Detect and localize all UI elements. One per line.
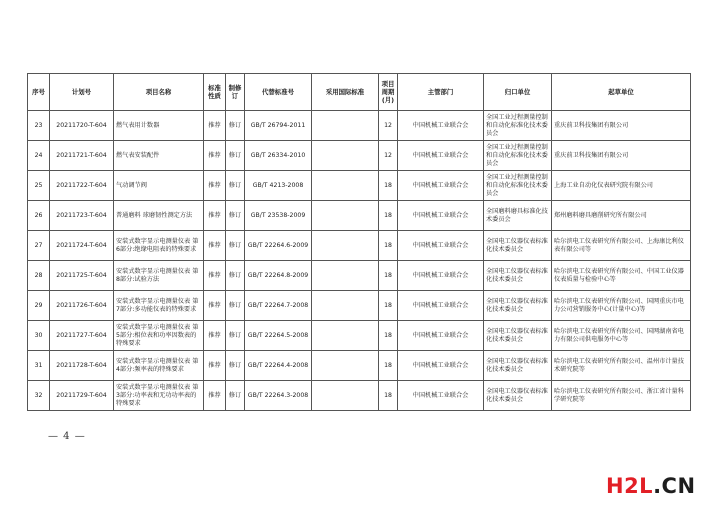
cell-project-name: 燃气表用计数器 xyxy=(114,111,204,141)
cell-tech-committee: 全国电工仪器仪表标准化技术委员会 xyxy=(484,321,552,351)
cell-plan-no: 20211729-T-604 xyxy=(50,381,114,411)
cell-intl-std xyxy=(312,171,379,201)
cell-project-name: 普通磨料 球磨韧性测定方法 xyxy=(114,201,204,231)
cell-drafting-units: 哈尔滨电工仪表研究所有限公司、上海康比利仪表有限公司等 xyxy=(552,231,691,261)
cell-authority: 中国机械工业联合会 xyxy=(398,111,484,141)
cell-revision: 修订 xyxy=(226,231,245,261)
cell-replaced-std: GB/T 22264.8-2009 xyxy=(245,261,312,291)
cell-tech-committee: 全国电工仪器仪表标准化技术委员会 xyxy=(484,231,552,261)
cell-std-nature: 推荐 xyxy=(204,201,226,231)
cell-seq: 26 xyxy=(28,201,50,231)
cell-intl-std xyxy=(312,201,379,231)
cell-replaced-std: GB/T 4213-2008 xyxy=(245,171,312,201)
table-row xyxy=(28,321,691,351)
cell-drafting-units: 重庆前卫科技集团有限公司 xyxy=(552,111,691,141)
column-header-plan-no: 计划号 xyxy=(50,74,114,111)
cell-revision: 修订 xyxy=(226,351,245,381)
site-watermark-logo xyxy=(606,474,696,498)
cell-replaced-std: GB/T 22264.3-2008 xyxy=(245,381,312,411)
cell-project-name: 安装式数字显示电测量仪表 第3部分:功率表和无功功率表的特殊要求 xyxy=(114,381,204,411)
cell-project-name: 安装式数字显示电测量仪表 第6部分:绝缘电阻表的特殊要求 xyxy=(114,231,204,261)
cell-authority: 中国机械工业联合会 xyxy=(398,261,484,291)
cell-seq: 24 xyxy=(28,141,50,171)
table-row xyxy=(28,141,691,171)
cell-tech-committee: 全国电工仪器仪表标准化技术委员会 xyxy=(484,261,552,291)
cell-revision: 修订 xyxy=(226,261,245,291)
cell-std-nature: 推荐 xyxy=(204,141,226,171)
cell-period: 18 xyxy=(379,201,398,231)
cell-drafting-units: 哈尔滨电工仪表研究所有限公司、国网湖南省电力有限公司供电服务中心等 xyxy=(552,321,691,351)
cell-project-name: 安装式数字显示电测量仪表 第8部分:试验方法 xyxy=(114,261,204,291)
cell-seq: 31 xyxy=(28,351,50,381)
table-row xyxy=(28,201,691,231)
cell-plan-no: 20211724-T-604 xyxy=(50,231,114,261)
cell-period: 18 xyxy=(379,321,398,351)
cell-revision: 修订 xyxy=(226,201,245,231)
cell-revision: 修订 xyxy=(226,111,245,141)
cell-project-name: 安装式数字显示电测量仪表 第5部分:相位表和功率因数表的特殊要求 xyxy=(114,321,204,351)
cell-plan-no: 20211721-T-604 xyxy=(50,141,114,171)
table-row xyxy=(28,231,691,261)
cell-plan-no: 20211727-T-604 xyxy=(50,321,114,351)
cell-seq: 23 xyxy=(28,111,50,141)
table-row xyxy=(28,111,691,141)
cell-tech-committee: 全国磨料磨具标准化技术委员会 xyxy=(484,201,552,231)
cell-period: 12 xyxy=(379,111,398,141)
cell-std-nature: 推荐 xyxy=(204,261,226,291)
cell-std-nature: 推荐 xyxy=(204,111,226,141)
cell-project-name: 气动调节阀 xyxy=(114,171,204,201)
cell-revision: 修订 xyxy=(226,171,245,201)
cell-authority: 中国机械工业联合会 xyxy=(398,291,484,321)
cell-revision: 修订 xyxy=(226,321,245,351)
cell-seq: 29 xyxy=(28,291,50,321)
table-row xyxy=(28,261,691,291)
page-number: — 4 — xyxy=(48,431,86,442)
cell-intl-std xyxy=(312,111,379,141)
column-header-intl-std: 采用国际标准 xyxy=(312,74,379,111)
cell-std-nature: 推荐 xyxy=(204,381,226,411)
cell-std-nature: 推荐 xyxy=(204,291,226,321)
cell-replaced-std: GB/T 22264.6-2009 xyxy=(245,231,312,261)
cell-std-nature: 推荐 xyxy=(204,171,226,201)
cell-replaced-std: GB/T 23538-2009 xyxy=(245,201,312,231)
cell-period: 18 xyxy=(379,261,398,291)
table-header xyxy=(28,74,691,111)
cell-intl-std xyxy=(312,351,379,381)
cell-period: 18 xyxy=(379,171,398,201)
cell-drafting-units: 郑州磨料磨具磨削研究所有限公司 xyxy=(552,201,691,231)
cell-drafting-units: 哈尔滨电工仪表研究所有限公司、国网重庆市电力公司营销服务中心(计量中心)等 xyxy=(552,291,691,321)
cell-replaced-std: GB/T 26794-2011 xyxy=(245,111,312,141)
cell-std-nature: 推荐 xyxy=(204,231,226,261)
cell-authority: 中国机械工业联合会 xyxy=(398,231,484,261)
cell-tech-committee: 全国电工仪器仪表标准化技术委员会 xyxy=(484,381,552,411)
cell-seq: 32 xyxy=(28,381,50,411)
column-header-project-name: 项目名称 xyxy=(114,74,204,111)
column-header-replaced-std: 代替标准号 xyxy=(245,74,312,111)
cell-period: 18 xyxy=(379,231,398,261)
cell-drafting-units: 上海工业自动化仪表研究院有限公司 xyxy=(552,171,691,201)
column-header-std-nature: 标准性质 xyxy=(204,74,226,111)
cell-revision: 修订 xyxy=(226,381,245,411)
cell-tech-committee: 全国工业过程测量控制和自动化标准化技术委员会 xyxy=(484,111,552,141)
watermark-part-2: .CN xyxy=(653,474,696,498)
cell-authority: 中国机械工业联合会 xyxy=(398,171,484,201)
cell-period: 18 xyxy=(379,381,398,411)
watermark-part-1: H2L xyxy=(606,474,654,498)
cell-drafting-units: 哈尔滨电工仪表研究所有限公司、中国工业仪器仪表质量与检验中心等 xyxy=(552,261,691,291)
standards-plan-table xyxy=(27,73,691,411)
cell-drafting-units: 哈尔滨电工仪表研究所有限公司、浙江省计量科学研究院等 xyxy=(552,381,691,411)
cell-tech-committee: 全国电工仪器仪表标准化技术委员会 xyxy=(484,291,552,321)
cell-seq: 28 xyxy=(28,261,50,291)
cell-plan-no: 20211725-T-604 xyxy=(50,261,114,291)
cell-plan-no: 20211722-T-604 xyxy=(50,171,114,201)
column-header-seq: 序号 xyxy=(28,74,50,111)
cell-project-name: 安装式数字显示电测量仪表 第4部分:频率表的特殊要求 xyxy=(114,351,204,381)
cell-seq: 30 xyxy=(28,321,50,351)
cell-project-name: 安装式数字显示电测量仪表 第7部分:多功能仪表的特殊要求 xyxy=(114,291,204,321)
cell-authority: 中国机械工业联合会 xyxy=(398,351,484,381)
cell-replaced-std: GB/T 22264.5-2008 xyxy=(245,321,312,351)
column-header-revision: 制修订 xyxy=(226,74,245,111)
cell-plan-no: 20211723-T-604 xyxy=(50,201,114,231)
cell-seq: 27 xyxy=(28,231,50,261)
column-header-authority: 主管部门 xyxy=(398,74,484,111)
cell-tech-committee: 全国工业过程测量控制和自动化标准化技术委员会 xyxy=(484,171,552,201)
cell-replaced-std: GB/T 22264.7-2008 xyxy=(245,291,312,321)
cell-plan-no: 20211728-T-604 xyxy=(50,351,114,381)
cell-std-nature: 推荐 xyxy=(204,351,226,381)
cell-intl-std xyxy=(312,231,379,261)
cell-period: 18 xyxy=(379,351,398,381)
cell-plan-no: 20211720-T-604 xyxy=(50,111,114,141)
cell-authority: 中国机械工业联合会 xyxy=(398,201,484,231)
cell-authority: 中国机械工业联合会 xyxy=(398,321,484,351)
column-header-period: 项目周期(月) xyxy=(379,74,398,111)
cell-revision: 修订 xyxy=(226,141,245,171)
column-header-tech-committee: 归口单位 xyxy=(484,74,552,111)
cell-plan-no: 20211726-T-604 xyxy=(50,291,114,321)
cell-tech-committee: 全国工业过程测量控制和自动化标准化技术委员会 xyxy=(484,141,552,171)
cell-intl-std xyxy=(312,141,379,171)
cell-replaced-std: GB/T 22264.4-2008 xyxy=(245,351,312,381)
cell-tech-committee: 全国电工仪器仪表标准化技术委员会 xyxy=(484,351,552,381)
cell-drafting-units: 重庆前卫科技集团有限公司 xyxy=(552,141,691,171)
cell-drafting-units: 哈尔滨电工仪表研究所有限公司、温州市计量技术研究院等 xyxy=(552,351,691,381)
cell-replaced-std: GB/T 26334-2010 xyxy=(245,141,312,171)
table-row xyxy=(28,171,691,201)
cell-std-nature: 推荐 xyxy=(204,321,226,351)
cell-authority: 中国机械工业联合会 xyxy=(398,381,484,411)
table-row xyxy=(28,381,691,411)
cell-project-name: 燃气表安装配件 xyxy=(114,141,204,171)
column-header-drafting-units: 起草单位 xyxy=(552,74,691,111)
cell-revision: 修订 xyxy=(226,291,245,321)
header-row xyxy=(28,74,691,111)
cell-period: 12 xyxy=(379,141,398,171)
cell-authority: 中国机械工业联合会 xyxy=(398,141,484,171)
table-row xyxy=(28,291,691,321)
cell-seq: 25 xyxy=(28,171,50,201)
table-row xyxy=(28,351,691,381)
cell-intl-std xyxy=(312,381,379,411)
cell-period: 18 xyxy=(379,291,398,321)
cell-intl-std xyxy=(312,291,379,321)
cell-intl-std xyxy=(312,321,379,351)
table-body xyxy=(28,111,691,411)
cell-intl-std xyxy=(312,261,379,291)
